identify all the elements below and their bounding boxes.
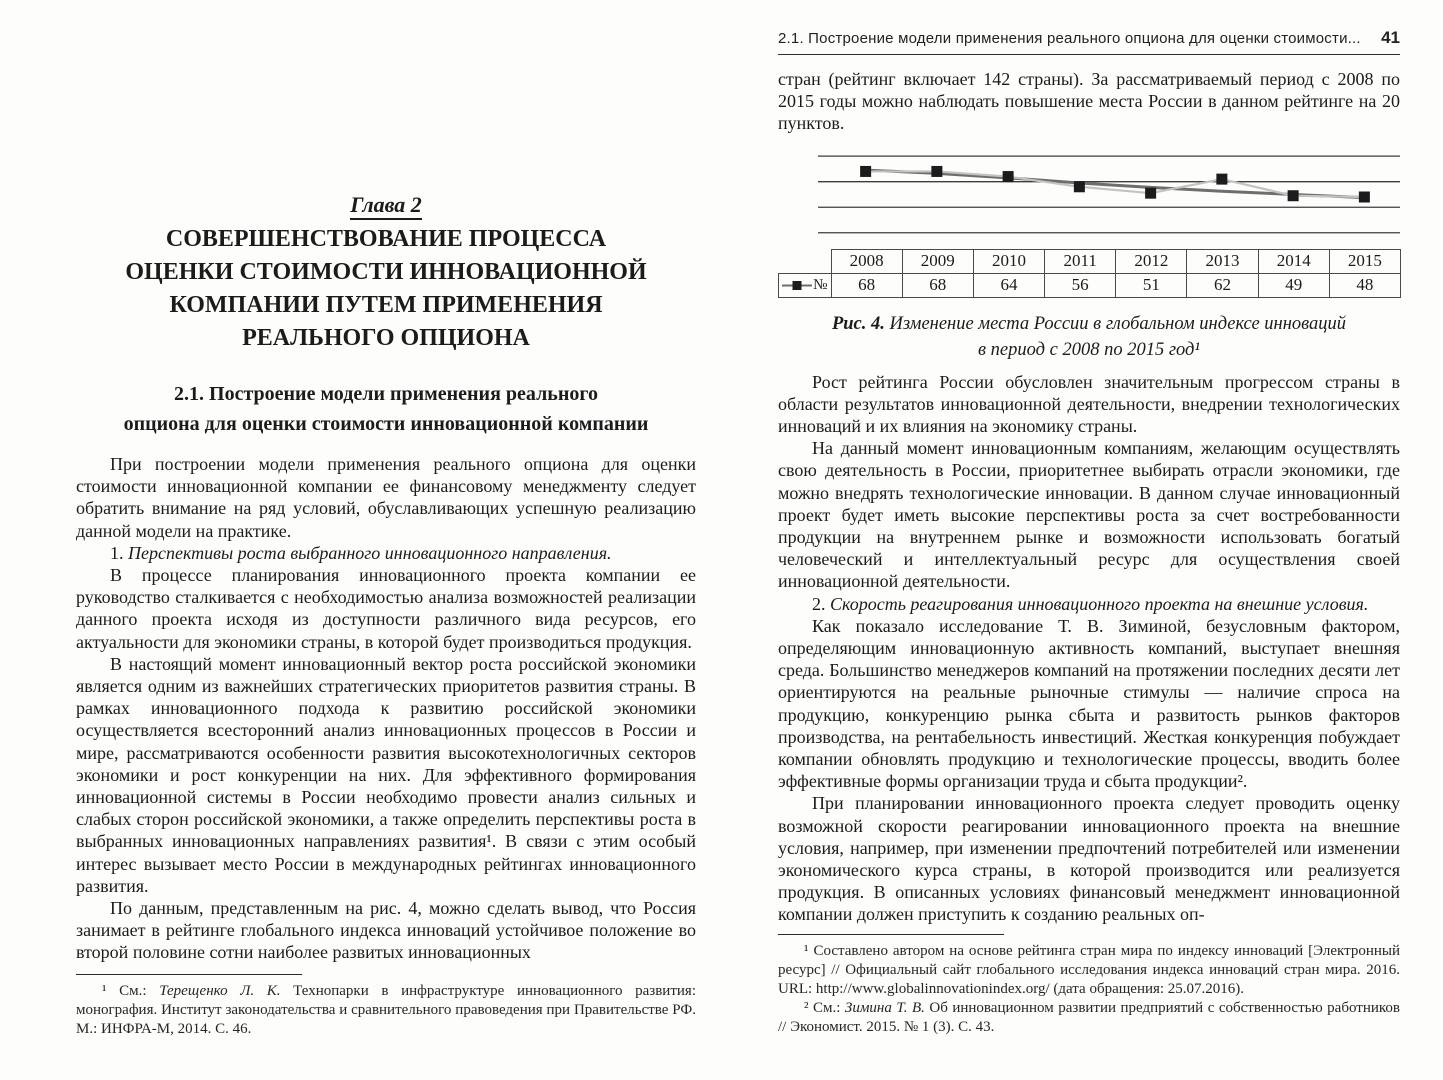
table-value-cell: 49 bbox=[1258, 273, 1329, 297]
chapter-title-line: СОВЕРШЕНСТВОВАНИЕ ПРОЦЕССА bbox=[165, 226, 607, 252]
table-value-cell: 68 bbox=[902, 273, 973, 297]
item-text: Скорость реагирования инновационного проекта на внешние условия. bbox=[830, 593, 1369, 614]
footnote-see: См.: bbox=[119, 982, 160, 999]
footnote-see: См.: bbox=[812, 999, 845, 1016]
chapter-title-line: РЕАЛЬНОГО ОПЦИОНА bbox=[242, 325, 530, 351]
footnote-text: ¹ Составлено автором на основе рейтинга стран мира по индексу инноваций [Электронный ресурс] // Официальный сайт глобального исследования индекса инноваций стран мира. 2016. URL: http://www.globalinnovationindex.org/ (дата обращения: 25.07.2016). bbox=[778, 942, 1400, 997]
footnote-author: Зимина Т. В. bbox=[844, 999, 925, 1016]
chart-data-marker bbox=[1359, 191, 1370, 202]
page-left bbox=[76, 0, 696, 1039]
figure-caption-label: Рис. 4. bbox=[831, 313, 885, 334]
paragraph: Рост рейтинга России обусловлен значительным прогрессом страны в области результатов инновационной деятельности, внедрении технологических инноваций и их влияния на экономику страны. bbox=[778, 371, 1400, 437]
figure-caption-line1 bbox=[778, 311, 1400, 337]
page-number: 41 bbox=[1381, 28, 1400, 47]
left-body-text bbox=[76, 453, 696, 964]
table-year-cell: 2010 bbox=[973, 249, 1044, 273]
table-year-cell: 2015 bbox=[1329, 249, 1400, 273]
chart-data-marker bbox=[1145, 187, 1156, 198]
table-year-cell: 2009 bbox=[902, 249, 973, 273]
chapter-title-line: КОМПАНИИ ПУТЕМ ПРИМЕНЕНИЯ bbox=[169, 292, 603, 318]
footnote-text: Об инновационном развитии предприятий с собственностью работников // Экономист. 2015. № 1 (3). С. 43. bbox=[778, 999, 1400, 1035]
footnote bbox=[76, 982, 696, 1039]
page-right bbox=[778, 0, 1400, 1037]
table-value-cell: 64 bbox=[973, 273, 1044, 297]
chart-data-marker bbox=[1216, 173, 1227, 184]
item-number: 1. bbox=[110, 542, 124, 563]
table-year-row bbox=[779, 249, 1401, 273]
chart-data-marker bbox=[1003, 171, 1014, 182]
chart-data-marker bbox=[1288, 190, 1299, 201]
paragraph: На данный момент инновационным компаниям, желающим осуществлять свою деятельность в России, приоритетнее выбирать отрасли экономики, где можно внедрять технологические инновации. В данном случае инновационный проект будет иметь высокие перспективы роста за счет востребованности продукции на внутреннем рынке и возможности использовать богатый человеческий и интеллектуальный ресурс для осуществления своей инновационной деятельности. bbox=[778, 438, 1400, 592]
paragraph: Как показало исследование Т. В. Зиминой, безусловным фактором, определяющим инновационную активность компаний, выступает внешняя среда. Большинство менеджеров компаний на протяжении последних десяти лет ориентируются на реальные рыночные стимулы — наличие спроса на продукцию, конкуренцию рынка сбыта и развитость рынков факторов производства, на рентабельность инвестиций. Жесткая конкуренция побуждает компании обновлять продукцию и технологические процессы, вводить более эффективные формы организации труда и сбыта продукции². bbox=[778, 615, 1400, 792]
paragraph: При построении модели применения реального опциона для оценки стоимости инновационной компании ее финансовому менеджменту следует обратить внимание на ряд условий, обуславливающих успешную реализацию данной модели на практике. bbox=[76, 454, 696, 541]
chart-data-marker bbox=[860, 166, 871, 177]
footnote-rule bbox=[76, 974, 302, 975]
table-year-cell: 2011 bbox=[1045, 249, 1116, 273]
table-value-row bbox=[779, 273, 1401, 297]
section-heading-line: опциона для оценки стоимости инновационной компании bbox=[123, 413, 649, 435]
table-year-cell: 2013 bbox=[1187, 249, 1258, 273]
table-legend-cell bbox=[779, 273, 832, 297]
table-value-cell: 68 bbox=[831, 273, 902, 297]
table-year-cell: 2008 bbox=[831, 249, 902, 273]
paragraph-continuation: стран (рейтинг включает 142 страны). За рассматриваемый период с 2008 по 2015 годы можно наблюдать повышение места России в данном рейтинге на 20 пунктов. bbox=[778, 69, 1400, 134]
paragraph: В процессе планирования инновационного проекта компании ее руководство сталкивается с необходимостью анализа возможностей реализации данного проекта исходя из доступности различного вида ресурсов, его актуальности для экономики страны, в которой будет производиться продукция. bbox=[76, 565, 696, 652]
figure-data-table bbox=[778, 249, 1401, 298]
list-item-paragraph bbox=[778, 593, 1400, 615]
footnote-marker: ² bbox=[804, 999, 813, 1016]
right-body-top bbox=[778, 68, 1400, 135]
right-body-main bbox=[778, 371, 1400, 926]
figure-4 bbox=[778, 151, 1400, 363]
section-heading-line: 2.1. Построение модели применения реального bbox=[174, 383, 598, 405]
item-text: Перспективы роста выбранного инновационного направления. bbox=[128, 542, 612, 563]
table-value-cell: 48 bbox=[1329, 273, 1400, 297]
table-value-cell: 51 bbox=[1116, 273, 1187, 297]
chart-data-marker bbox=[931, 166, 942, 177]
chapter-label bbox=[76, 192, 696, 218]
table-legend-spacer bbox=[779, 249, 832, 273]
footnote-author: Терещенко Л. К. bbox=[159, 982, 281, 999]
footnote-rule bbox=[778, 934, 1004, 935]
paragraph: При планировании инновационного проекта следует проводить оценку возможной скорости реагировании инновационного проекта на внешние условия, например, при изменении предпочтений потребителей или изменении экономического курса страны, в которой производится или реализуется продукция. В описанных условиях финансовый менеджмент инновационной компании должен приступить к созданию реальных оп- bbox=[778, 793, 1400, 925]
table-value-cell: 62 bbox=[1187, 273, 1258, 297]
footnote bbox=[778, 999, 1400, 1037]
figure-caption-text: Изменение места России в глобальном индексе инноваций bbox=[884, 313, 1347, 334]
innovation-rank-line-chart bbox=[778, 151, 1400, 243]
running-head bbox=[778, 28, 1400, 55]
footnote bbox=[778, 942, 1400, 999]
chart-data-marker bbox=[1074, 181, 1085, 192]
paragraph: По данным, представленным на рис. 4, можно сделать вывод, что Россия занимает в рейтинге глобального индекса инноваций устойчивое положение во второй половине сотни наиболее развитых инновационных bbox=[76, 898, 696, 963]
right-footnote-block bbox=[778, 934, 1400, 1037]
chapter-title-line: ОЦЕНКИ СТОИМОСТИ ИННОВАЦИОННОЙ bbox=[125, 259, 647, 285]
footnote-text: Технопарки в инфраструктуре инновационного развития: монография. Институт законодательства и сравнительного правоведения при Правительстве РФ. М.: ИНФРА-М, 2014. С. 46. bbox=[76, 982, 696, 1037]
left-footnote-block bbox=[76, 974, 696, 1039]
chapter-title bbox=[76, 223, 696, 355]
table-year-cell: 2014 bbox=[1258, 249, 1329, 273]
legend-line-marker-icon bbox=[782, 280, 812, 291]
table-year-cell: 2012 bbox=[1116, 249, 1187, 273]
table-value-cell: 56 bbox=[1045, 273, 1116, 297]
series-legend bbox=[779, 277, 831, 294]
footnote-marker: ¹ bbox=[102, 982, 120, 999]
section-heading bbox=[76, 379, 696, 439]
legend-label: № bbox=[813, 276, 828, 293]
running-head-title: 2.1. Построение модели применения реального опциона для оценки стоимости... bbox=[778, 30, 1361, 47]
chapter-label-text: Глава 2 bbox=[350, 192, 422, 220]
paragraph: В настоящий момент инновационный вектор роста российской экономики является одним из важнейших стратегических приоритетов развития страны. В рамках инновационного подхода к развитию российской экономики осуществляется всесторонний анализ инновационных процессов в России и мире, рассматриваются особенности развития высокотехнологичных секторов экономики и рост конкуренции на них. Для эффективного формирования инновационной системы в России необходимо провести анализ сильных и слабых сторон российской экономики, а также определить перспективы роста в выбранных инновационных направлениях развития¹. В связи с этим особый интерес вызывает место России в международных рейтингах инновационного развития. bbox=[76, 653, 696, 896]
figure-caption bbox=[778, 311, 1400, 363]
item-number: 2. bbox=[812, 593, 826, 614]
list-item-paragraph bbox=[76, 542, 696, 564]
figure-caption-line2: в период с 2008 по 2015 год¹ bbox=[978, 339, 1200, 360]
